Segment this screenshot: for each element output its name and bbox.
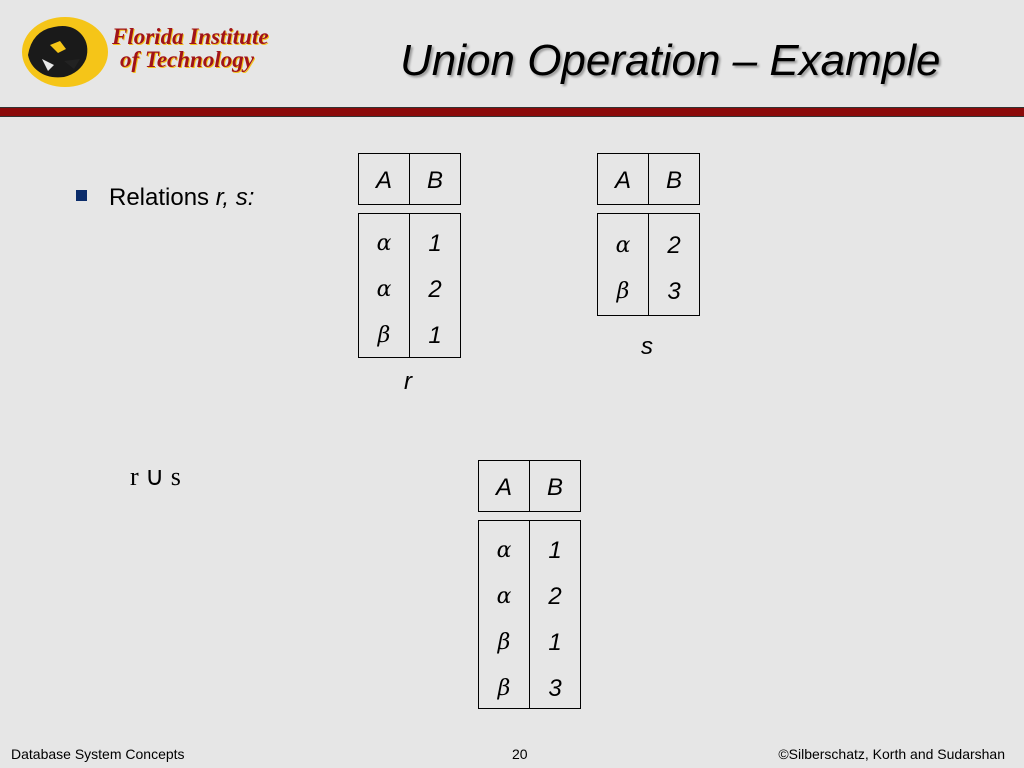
bullet-vars: r, s: — [215, 184, 255, 211]
relation-union-header — [478, 460, 581, 512]
footer-page-number: 20 — [512, 746, 528, 762]
table-cell: 2 — [548, 583, 562, 610]
table-cell: β — [497, 676, 511, 701]
header-cell: A — [614, 167, 631, 194]
footer-left: Database System Concepts — [11, 746, 185, 762]
square-bullet-icon — [76, 190, 87, 201]
union-expression: r ∪ s — [130, 462, 181, 491]
table-cell: β — [377, 323, 391, 348]
header-cell: A — [495, 474, 512, 501]
title-divider — [0, 107, 1024, 117]
table-cell: 2 — [667, 232, 681, 259]
table-cell: 1 — [428, 322, 442, 349]
relation-r-caption: r — [404, 368, 412, 395]
table-cell: α — [496, 538, 512, 563]
header-cell: B — [546, 474, 563, 501]
footer-right: ©Silberschatz, Korth and Sudarshan — [778, 746, 1005, 762]
table-cell: 3 — [548, 675, 562, 702]
logo-wordmark — [112, 25, 269, 71]
table-cell: 3 — [667, 278, 681, 305]
table-cell: 1 — [548, 537, 562, 564]
slide-title: Union Operation – Example — [400, 36, 941, 85]
header-cell: A — [375, 167, 392, 194]
logo-line1: Florida Institute — [112, 24, 269, 49]
table-cell: α — [376, 277, 392, 302]
bullet-text: Relations — [109, 184, 216, 211]
table-cell: α — [615, 233, 631, 258]
relation-s-caption: s — [641, 333, 653, 360]
table-cell: 1 — [548, 629, 562, 656]
relation-union-body — [478, 520, 581, 709]
panther-emblem-icon — [20, 15, 110, 89]
header-cell: B — [426, 167, 443, 194]
logo-line2: of Technology — [120, 47, 254, 72]
table-cell: β — [497, 630, 511, 655]
table-cell: 1 — [428, 230, 442, 257]
relation-s-header — [597, 153, 700, 205]
table-cell: α — [376, 231, 392, 256]
table-cell: 2 — [428, 276, 442, 303]
table-cell: α — [496, 584, 512, 609]
table-cell: β — [616, 279, 630, 304]
bullet-relations — [76, 184, 254, 212]
header-cell: B — [665, 167, 682, 194]
relation-r-header — [358, 153, 461, 205]
relation-r-body — [358, 213, 461, 358]
fit-logo — [20, 15, 269, 89]
relation-s-body — [597, 213, 700, 316]
